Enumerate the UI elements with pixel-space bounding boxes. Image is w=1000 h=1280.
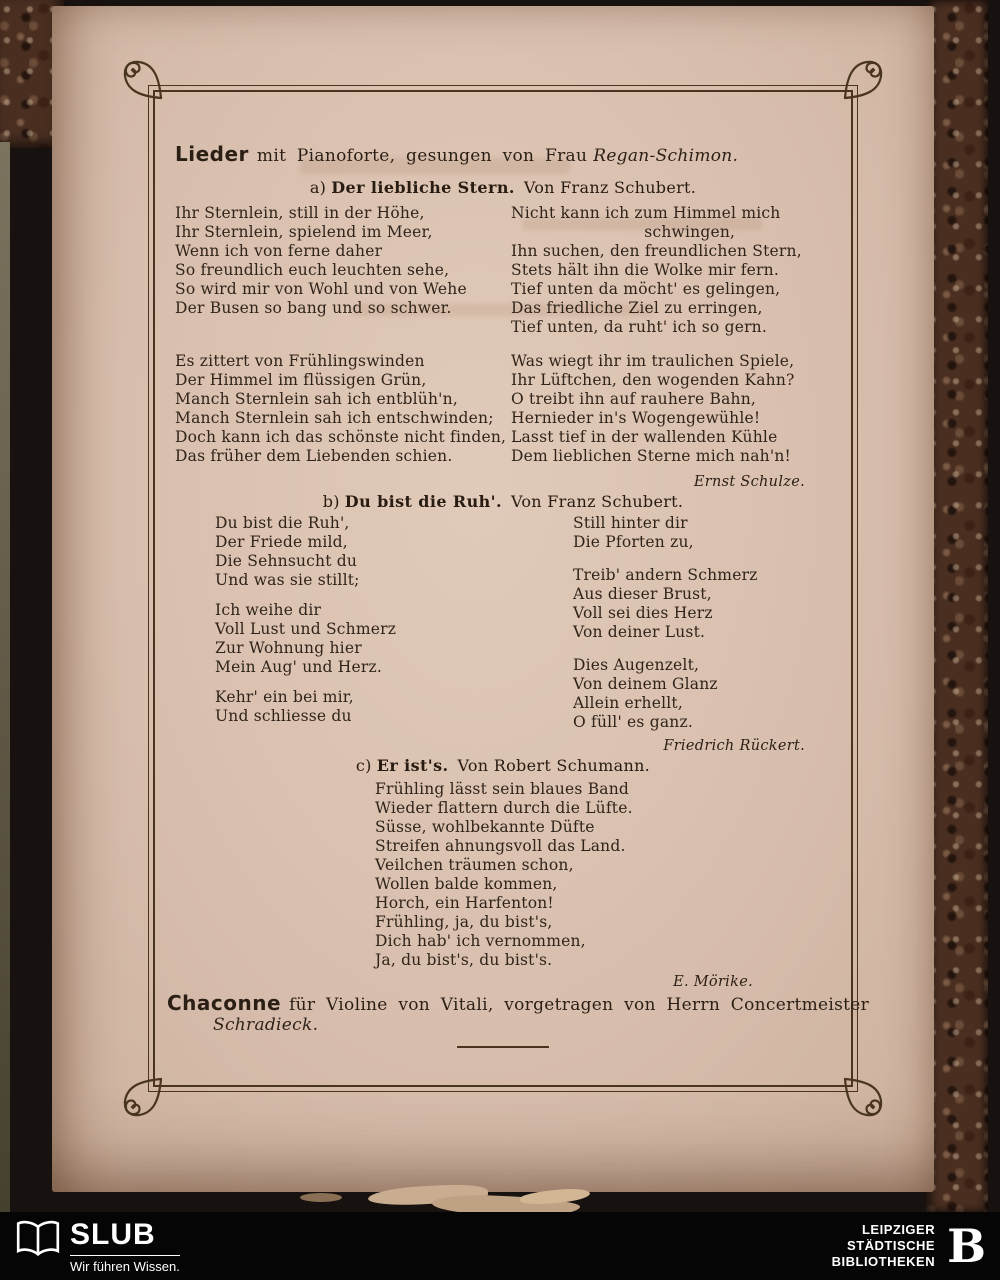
slub-logo-icon [16,1220,60,1260]
end-rule [457,1046,549,1048]
closing-performer: Schradieck. [213,1015,319,1035]
poet-attribution: Friedrich Rückert. [663,738,805,754]
poem-line: Horch, ein Harfenton! [375,894,554,912]
poem-line: Tief unten da möcht' es gelingen, [511,280,781,298]
poem-line: Und schliesse du [215,707,352,725]
poem-line: Von deiner Lust. [573,623,706,641]
poem-line: Kehr' ein bei mir, [215,688,354,706]
poem-stanza [573,514,873,552]
poem-line: Du bist die Ruh', [215,514,350,532]
poem-line: Ihr Sternlein, still in der Höhe, [175,204,425,222]
poem-stanza [175,204,505,318]
library-logo-icon: B [947,1219,986,1273]
library-name-line: LEIPZIGER [861,1222,936,1237]
poem-line: Frühling, ja, du bist's, [375,913,553,931]
corner-flourish-icon [119,56,163,100]
poem-line: Der Busen so bang und so schwer. [175,299,452,317]
closing-text: für Violine von Vitali, vorgetragen von Herrn Concertmeister [289,995,870,1015]
poem-line: O treibt ihn auf rauhere Bahn, [511,390,757,408]
poem-line: O füll' es ganz. [573,713,693,731]
slub-wordmark: SLUB [70,1218,156,1251]
poem-column-center [375,780,715,970]
piece-c-heading [149,756,857,775]
poem-line: Stets hält ihn die Wolke mir fern. [511,261,779,279]
closing-item [167,991,869,1015]
slub-watermark [16,1220,180,1275]
poem-stanza [215,688,515,726]
poem-line: Ihr Lüftchen, den wogenden Kahn? [511,371,795,389]
poem-line: Tief unten, da ruht' ich so gern. [511,318,767,336]
poem-line: Streifen ahnungsvoll das Land. [375,837,626,855]
piece-composer: Von Franz Schubert. [523,178,697,197]
poet-attribution: Ernst Schulze. [693,474,805,490]
poet-attribution: E. Mörike. [673,974,753,990]
poem-stanza [573,566,873,642]
corner-flourish-icon [119,1077,163,1121]
poem-line: Doch kann ich das schönste nicht finden, [175,428,507,446]
poem-line: Ich weihe dir [215,601,322,619]
decorative-frame [148,85,870,1092]
poem-line: Und was sie stillt; [215,571,360,589]
poem-stanza [511,352,851,466]
poem-line: So wird mir von Wohl und von Wehe [175,280,467,298]
poem-line: Das friedliche Ziel zu erringen, [511,299,763,317]
closing-lead-word: Chaconne [167,991,282,1015]
piece-composer: Von Franz Schubert. [510,492,684,511]
marbled-endpaper [926,0,988,1212]
poem-stanza [215,514,515,590]
library-watermark [832,1218,986,1274]
poem-line: Wollen balde kommen, [375,875,558,893]
poem-column-right [573,514,873,732]
poem-line: Der Himmel im flüssigen Grün, [175,371,427,389]
poem-line: Voll Lust und Schmerz [215,620,397,638]
poem-line: Allein erhellt, [573,694,683,712]
header-text: mit Pianoforte, gesungen von Frau [256,146,588,166]
poem-line: Die Sehnsucht du [215,552,358,570]
poem-column-right [511,204,851,466]
torn-paper-fragment [300,1193,342,1202]
piece-title: Er ist's. [376,756,449,775]
poem-line: Hernieder in's Wogengewühle! [511,409,761,427]
poem-line: Manch Sternlein sah ich entschwinden; [175,409,494,427]
poem-line: Der Friede mild, [215,533,348,551]
slub-tagline: Wir führen Wissen. [70,1255,180,1275]
poem-line: Das früher dem Liebenden schien. [175,447,453,465]
poem-line: Wieder flattern durch die Lüfte. [375,799,633,817]
poem-line: Ihr Sternlein, spielend im Meer, [175,223,433,241]
poem-line: Nicht kann ich zum Himmel mich [511,204,781,222]
scanned-page [52,6,934,1192]
poem-stanza [375,780,715,970]
poem-line: Süsse, wohlbekannte Düfte [375,818,595,836]
header-performer: Regan-Schimon. [593,146,739,166]
piece-label: b) [322,492,340,511]
poem-line: Voll sei dies Herz [573,604,713,622]
poem-line: Mein Aug' und Herz. [215,658,383,676]
watermark-bar [0,1212,1000,1280]
library-name-line: BIBLIOTHEKEN [831,1254,936,1269]
piece-title: Du bist die Ruh'. [344,492,502,511]
corner-flourish-icon [843,1077,887,1121]
poem-line: Frühling lässt sein blaues Band [375,780,630,798]
poem-line: Dich hab' ich vernommen, [375,932,586,950]
poem-line: Dem lieblichen Sterne mich nah'n! [511,447,791,465]
piece-b-heading [149,492,857,511]
poem-line: Lasst tief in der wallenden Kühle [511,428,778,446]
poem-line: Treib' andern Schmerz [573,566,758,584]
poem-line: Dies Augenzelt, [573,656,700,674]
poem-line: So freundlich euch leuchten sehe, [175,261,450,279]
piece-title: Der liebliche Stern. [331,178,515,197]
piece-label: a) [309,178,327,197]
poem-line: Ihn suchen, den freundlichen Stern, [511,242,802,260]
piece-a-heading [149,178,857,197]
library-name-line: STÄDTISCHE [847,1238,936,1253]
poem-column-left [215,514,515,726]
poem-stanza [573,656,873,732]
poem-line: Veilchen träumen schon, [375,856,574,874]
poem-line: Still hinter dir [573,514,688,532]
poem-line: Aus dieser Brust, [573,585,712,603]
poem-line: Die Pforten zu, [573,533,694,551]
piece-composer: Von Robert Schumann. [457,756,651,775]
poem-stanza [215,601,515,677]
corner-flourish-icon [843,56,887,100]
poem-line: schwingen, [511,223,736,241]
poem-line: Von deinem Glanz [573,675,718,693]
poem-line: Wenn ich von ferne daher [175,242,383,260]
page-edge-sliver [0,142,10,1212]
program-header [175,142,738,166]
poem-stanza [175,352,505,466]
library-name [832,1222,936,1270]
header-lead-word: Lieder [175,142,249,166]
poem-line: Ja, du bist's, du bist's. [375,951,553,969]
poem-line: Es zittert von Frühlingswinden [175,352,425,370]
piece-label: c) [355,756,372,775]
poem-column-left [175,204,505,466]
poem-line: Was wiegt ihr im traulichen Spiele, [511,352,795,370]
poem-line: Zur Wohnung hier [215,639,362,657]
poem-stanza [511,204,851,337]
poem-line: Manch Sternlein sah ich entblüh'n, [175,390,458,408]
